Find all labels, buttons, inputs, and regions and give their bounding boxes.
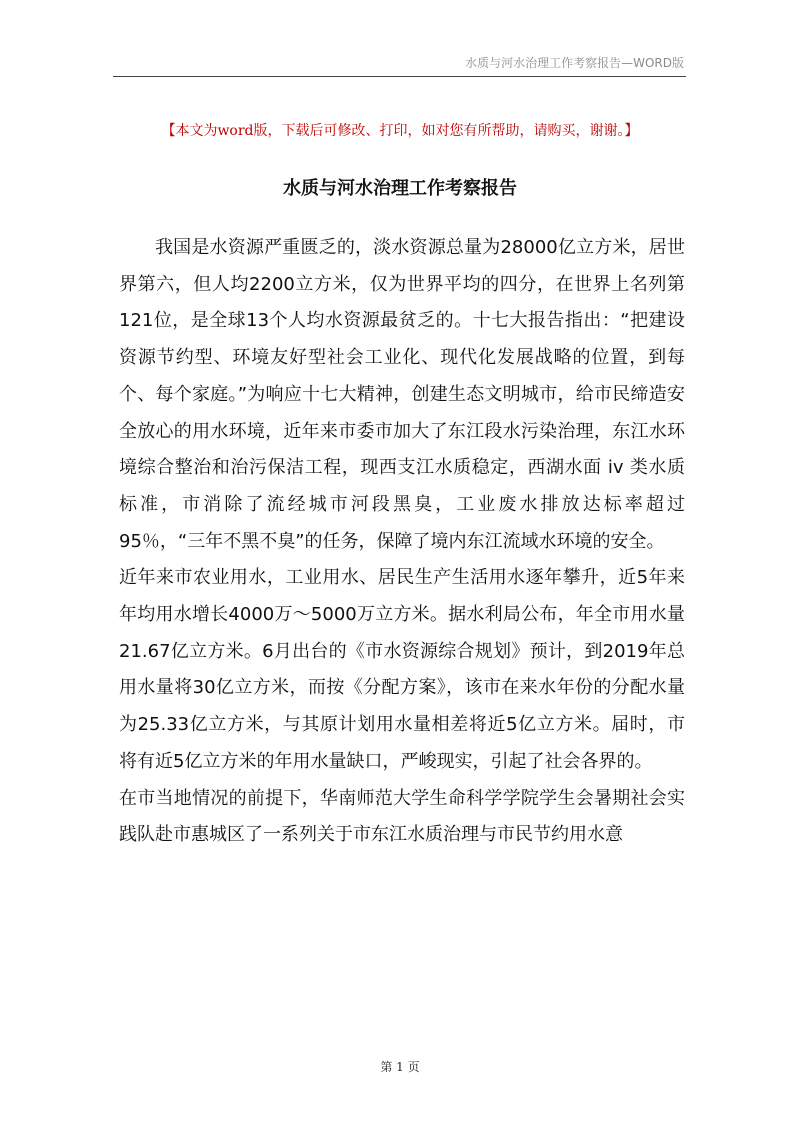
body-paragraph-2: 近年来市农业用水，工业用水、居民生产生活用水逐年攀升，近5年来年均用水增长4000万～5000万立方米。据水利局公布，年全市用水量21.67亿立方米。6月出台的《市水资源综合规划》预计，到2019年总用水量将30亿立方米，而按《分配方案》，该市在来水年份的分配水量为25.33亿立方米，与其原计划用水量相差将近5亿立方米。届时，市将有近5亿立方米的年用水量缺口，严峻现实，引起了社会各界的。 — [119, 567, 685, 772]
download-notice: 【本文为word版，下载后可修改、打印，如对您有所帮助，请购买，谢谢。】 — [161, 123, 639, 139]
body-paragraph-3: 在市当地情况的前提下，华南师范大学生命科学学院学生会暑期社会实践队赴市惠城区了一系列关于市东江水质治理与市民节约用水意 — [119, 787, 685, 846]
page-number: 第 1 页 — [380, 1060, 420, 1074]
document-body — [119, 230, 685, 854]
header-divider — [113, 76, 686, 77]
body-paragraph-1: 我国是水资源严重匮乏的，淡水资源总量为28000亿立方米，居世界第六，但人均2200立方米，仅为世界平均的四分，在世界上名列第121位，是全球13个人均水资源最贫乏的。十七大报告指出：“把建设资源节约型、环境友好型社会工业化、现代化发展战略的位置，到每个、每个家庭。”为响应十七大精神，创建生态文明城市，给市民缔造安全放心的用水环境，近年来市委市加大了东江段水污染治理，东江水环境综合整治和治污保洁工程，现西支江水质稳定，西湖水面 iv 类水质标准，市消除了流经城市河段黑臭，工业废水排放达标率超过95％，“三年不黑不臭”的任务，保障了境内东江流域水环境的安全。 — [119, 237, 685, 552]
document-title: 水质与河水治理工作考察报告 — [283, 178, 517, 199]
page-header-title: 水质与河水治理工作考察报告—WORD版 — [465, 56, 684, 70]
